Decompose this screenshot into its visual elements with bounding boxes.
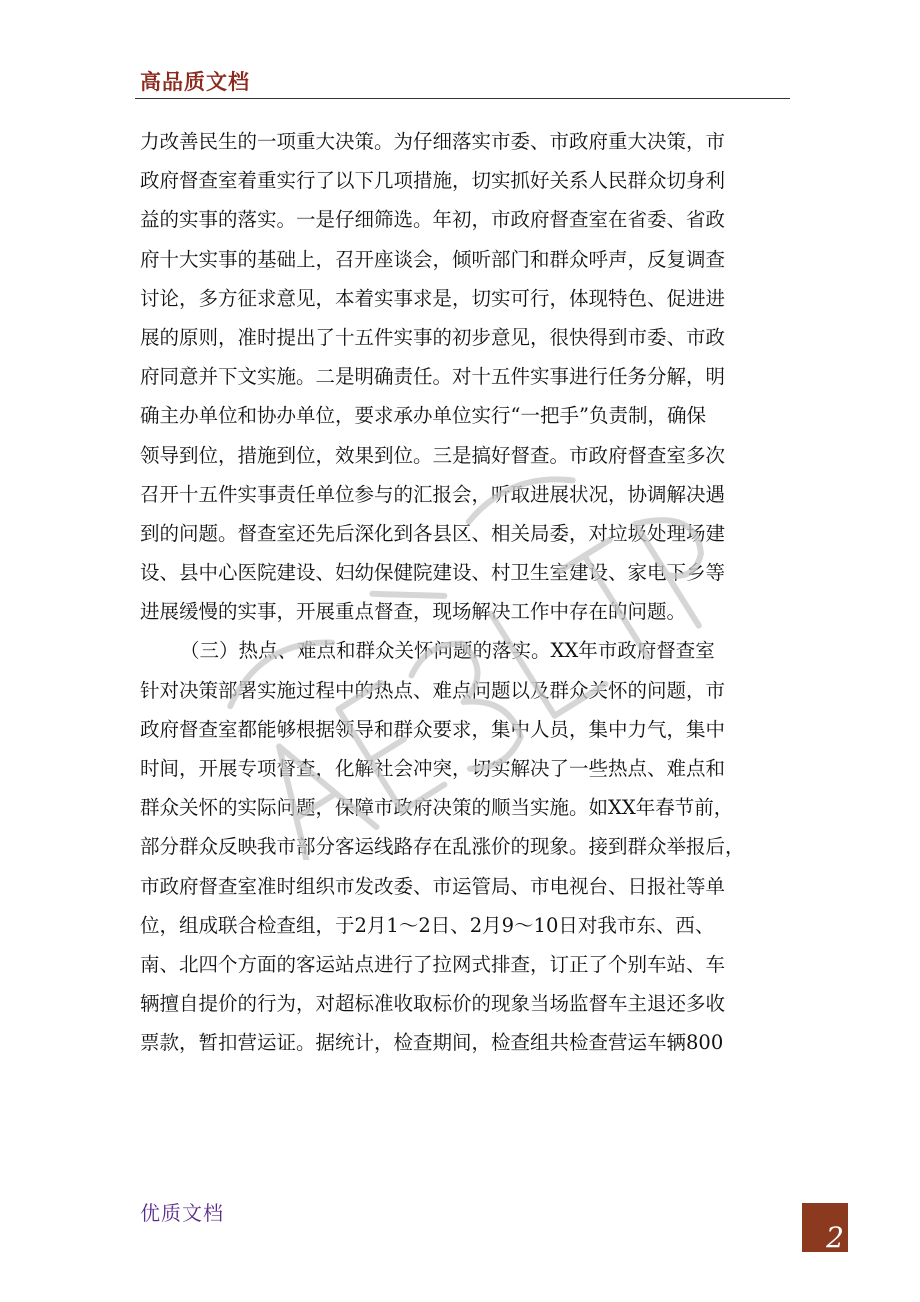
body-line-16: 政府督查室都能够根据领导和群众要求，集中人员，集中力气，集中 — [140, 717, 726, 741]
document-body — [140, 122, 800, 1063]
body-line-19: 部分群众反映我市部分客运线路存在乱涨价的现象。接到群众举报后， — [140, 835, 745, 859]
body-line-15: 针对决策部署实施过程中的热点、难点问题以及群众关怀的问题，市 — [140, 678, 726, 702]
body-line-23: 辆擅自提价的行为，对超标准收取标价的现象当场监督车主退还多收 — [140, 992, 726, 1016]
body-line-4: 府十大实事的基础上，召开座谈会，倾听部门和群众呼声，反复调查 — [140, 247, 726, 271]
body-line-14: （三）热点、难点和群众关怀问题的落实。XX年市政府督查室 — [180, 639, 715, 663]
footer-title: 优质文档 — [140, 1201, 224, 1225]
body-line-12: 设、县中心医院建设、妇幼保健院建设、村卫生室建设、家电下乡等 — [140, 561, 726, 585]
body-line-8: 确主办单位和协办单位，要求承办单位实行“一把手”负责制，确保 — [140, 404, 706, 428]
body-line-18: 群众关怀的实际问题，保障市政府决策的顺当实施。如XX年春节前， — [140, 796, 734, 820]
body-line-7: 府同意并下文实施。二是明确责任。对十五件实事进行任务分解，明 — [140, 365, 726, 389]
body-line-13: 进展缓慢的实事，开展重点督查，现场解决工作中存在的问题。 — [140, 600, 687, 624]
body-line-22: 南、北四个方面的客运站点进行了拉网式排查，订正了个别车站、车 — [140, 952, 726, 976]
body-line-3: 益的实事的落实。一是仔细筛选。年初，市政府督查室在省委、省政 — [140, 208, 726, 232]
header-divider — [135, 98, 790, 99]
body-line-17: 时间，开展专项督查，化解社会冲突，切实解决了一些热点、难点和 — [140, 757, 726, 780]
page-number: 2 — [826, 1221, 844, 1254]
body-line-6: 展的原则，准时提出了十五件实事的初步意见，很快得到市委、市政 — [140, 325, 726, 349]
body-line-11: 到的问题。督查室还先后深化到各县区、相关局委，对垃圾处理场建 — [140, 521, 726, 545]
body-line-21: 位，组成联合检查组，于2月1～2日、2月9～10日对我市东、西、 — [140, 913, 715, 937]
body-line-20: 市政府督查室准时组织市发改委、市运管局、市电视台、日报社等单 — [140, 874, 726, 898]
body-line-1: 力改善民生的一项重大决策。为仔细落实市委、市政府重大决策，市 — [140, 130, 726, 153]
page-number-badge — [802, 1203, 848, 1252]
body-line-5: 讨论，多方征求意见，本着实事求是，切实可行，体现特色、促进进 — [140, 286, 726, 310]
body-line-24: 票款，暂扣营运证。据统计，检查期间，检查组共检查营运车辆800 — [140, 1031, 724, 1055]
header-title: 高品质文档 — [140, 70, 250, 94]
body-line-9: 领导到位，措施到位，效果到位。三是搞好督查。市政府督查室多次 — [140, 443, 726, 467]
body-line-10: 召开十五件实事责任单位参与的汇报会，听取进展状况，协调解决遇 — [140, 482, 726, 506]
body-line-2: 政府督查室着重实行了以下几项措施，切实抓好关系人民群众切身利 — [140, 169, 726, 193]
